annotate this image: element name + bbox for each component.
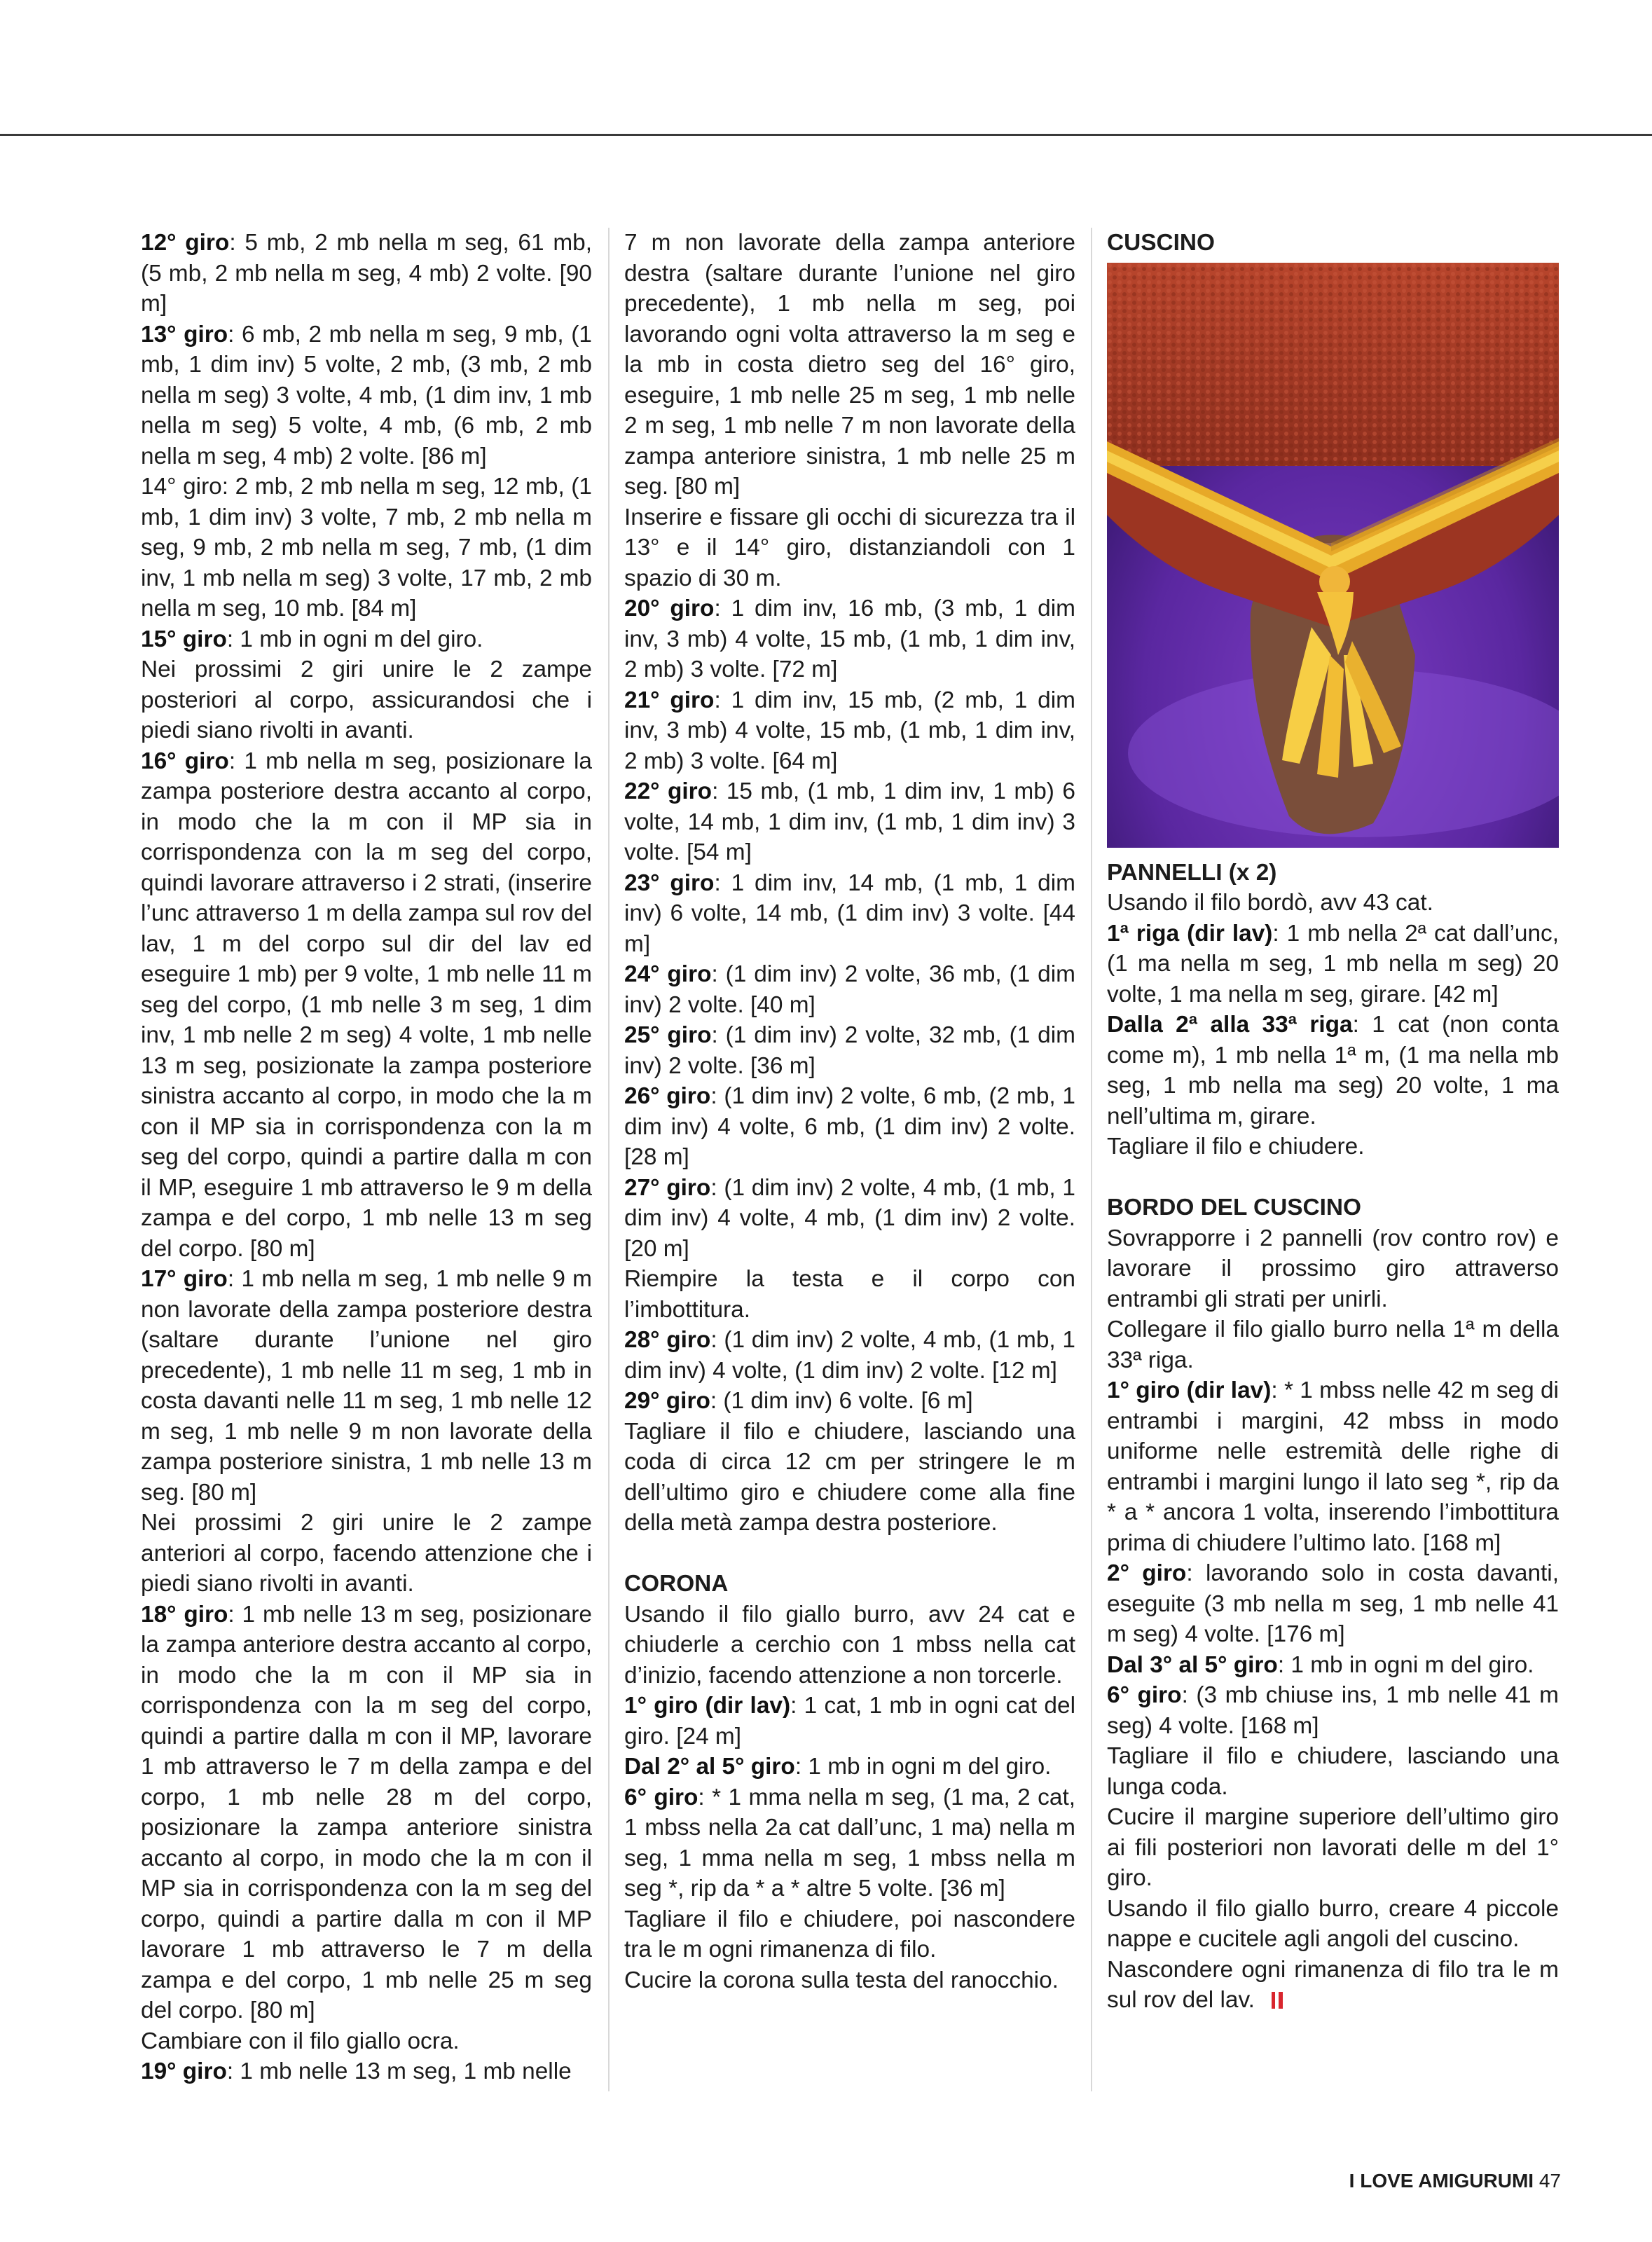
round-label: 1° giro (dir lav) bbox=[624, 1693, 791, 1719]
instruction-paragraph: 12° giro: 5 mb, 2 mb nella m seg, 61 mb, (5 mb, 2 mb nella m seg, 4 mb) 2 volte. [90 m] bbox=[141, 230, 592, 317]
section-title-pannelli: PANNELLI (x 2) bbox=[1107, 859, 1277, 886]
instruction-paragraph: Tagliare il filo e chiudere, lasciando una lunga coda. bbox=[1107, 1743, 1559, 1800]
corona-paragraphs bbox=[624, 1600, 1075, 1996]
instruction-paragraph: Tagliare il filo e chiudere, lasciando una coda di circa 12 cm per stringere le m dell’ultimo giro e chiudere come alla fine della metà zampa destra posteriore. bbox=[624, 1418, 1075, 1536]
instruction-paragraph: 7 m non lavorate della zampa anteriore destra (saltare durante l’unione nel giro precedente), 1 mb nella m seg, poi lavorando ogni volta attraverso la m seg e la mb in costa dietro seg del 16° giro, eseguire, 1 mb nelle 25 m seg, 1 mb nelle 2 m seg, 1 mb nelle 7 m non lavorate della zampa anteriore sinistra, 1 mb nelle 25 m seg. [80 m] bbox=[624, 230, 1075, 500]
instruction-paragraph: Tagliare il filo e chiudere, poi nascondere tra le m ogni rimanenza di filo. bbox=[624, 1906, 1075, 1962]
instruction-paragraph: 21° giro: 1 dim inv, 15 mb, (2 mb, 1 dim inv, 3 mb) 4 volte, 15 mb, (1 mb, 1 dim inv, 2 mb) 3 volte. [64 m] bbox=[624, 687, 1075, 774]
instruction-paragraph: 14° giro: 2 mb, 2 mb nella m seg, 12 mb, (1 mb, 1 dim inv) 3 volte, 7 mb, 2 mb nella m seg, 9 mb, 2 mb nella m seg, 7 mb, (1 dim inv, 1 mb nella m seg) 3 volte, 17 mb, 2 mb nella m seg, 10 mb. [84 m] bbox=[141, 474, 592, 621]
instruction-paragraph: Inserire e fissare gli occhi di sicurezza tra il 13° e il 14° giro, distanziandoli con 1 spazio di 30 m. bbox=[624, 504, 1075, 591]
instruction-paragraph: Usando il filo giallo burro, avv 24 cat e chiuderle a cerchio con 1 mbss nella cat d’inizio, facendo attenzione a non torcerle. bbox=[624, 1601, 1075, 1689]
round-label: Dal 2° al 5° giro bbox=[624, 1754, 795, 1780]
instruction-paragraph: 22° giro: 15 mb, (1 mb, 1 dim inv, 1 mb) 6 volte, 14 mb, 1 dim inv, (1 mb, 1 dim inv) 3 volte. [54 m] bbox=[624, 778, 1075, 865]
instruction-paragraph: 13° giro: 6 mb, 2 mb nella m seg, 9 mb, (1 mb, 1 dim inv) 5 volte, 2 mb, (3 mb, 2 mb nella m seg) 3 volte, 4 mb, (1 dim inv, 1 mb nella m seg) 5 volte, 4 mb, (6 mb, 2 mb nella m seg, 4 mb) 2 volte. [86 m] bbox=[141, 321, 592, 469]
instruction-paragraph: 18° giro: 1 mb nelle 13 m seg, posizionare la zampa anteriore destra accanto al corpo, in modo che la m con il MP sia in corrispondenza con la m seg del corpo, quindi a partire dalla m con il MP, lavorare 1 mb attraverso le 7 m della zampa e del corpo, 1 mb nelle 28 m del corpo, posizionare la zampa anteriore sinistra accanto al corpo, in modo che la m con il MP sia in corrispondenza con la m seg del corpo, quindi a partire dalla m con il MP lavorare 1 mb attraverso le 7 m della zampa e del corpo, 1 mb nelle 25 m seg del corpo. [80 m] bbox=[141, 1601, 592, 2023]
section-title-cuscino: CUSCINO bbox=[1107, 230, 1215, 256]
pannelli-paragraphs bbox=[1107, 888, 1559, 1162]
instruction-paragraph: Riempire la testa e il corpo con l’imbottitura. bbox=[624, 1266, 1075, 1323]
instruction-paragraph: Collegare il filo giallo burro nella 1ª m della 33ª riga. bbox=[1107, 1316, 1559, 1373]
instruction-paragraph: Nei prossimi 2 giri unire le 2 zampe posteriori al corpo, assicurandosi che i piedi siano rivolti in avanti. bbox=[141, 656, 592, 743]
instruction-paragraph: 1° giro (dir lav): * 1 mbss nelle 42 m seg di entrambi i margini, 42 mbss in modo uniforme nelle estremità delle righe di entrambi i margini lungo il lato seg *, rip da * a * ancora 1 volta, inserendo l’imbottitura prima di chiudere l’ultimo lato. [168 m] bbox=[1107, 1377, 1559, 1556]
column-2 bbox=[624, 228, 1075, 1995]
round-label: 23° giro bbox=[624, 869, 715, 896]
column-divider bbox=[1091, 228, 1092, 2091]
round-label: 18° giro bbox=[141, 1601, 228, 1628]
instruction-paragraph: 24° giro: (1 dim inv) 2 volte, 36 mb, (1 dim inv) 2 volte. [40 m] bbox=[624, 961, 1075, 1018]
instruction-paragraph: 15° giro: 1 mb in ogni m del giro. bbox=[141, 626, 483, 652]
instruction-paragraph: 1ª riga (dir lav): 1 mb nella 2ª cat dall’unc, (1 ma nella m seg, 1 mb nella m seg) 20 volte, 1 ma nella m seg, girare. [42 m] bbox=[1107, 920, 1559, 1007]
page-number: 47 bbox=[1539, 2170, 1561, 2192]
instruction-paragraph: Dal 2° al 5° giro: 1 mb in ogni m del giro. bbox=[624, 1754, 1052, 1780]
instruction-paragraph: Tagliare il filo e chiudere. bbox=[1107, 1134, 1365, 1160]
instruction-paragraph: 25° giro: (1 dim inv) 2 volte, 32 mb, (1 dim inv) 2 volte. [36 m] bbox=[624, 1022, 1075, 1079]
pillow-photo bbox=[1107, 263, 1559, 848]
instruction-paragraph: Usando il filo bordò, avv 43 cat. bbox=[1107, 890, 1433, 916]
instruction-paragraph: Cambiare con il filo giallo ocra. bbox=[141, 2028, 460, 2054]
magazine-name: I LOVE AMIGURUMI bbox=[1349, 2170, 1534, 2192]
round-label: 29° giro bbox=[624, 1388, 710, 1414]
section-title-bordo: BORDO DEL CUSCINO bbox=[1107, 1195, 1361, 1220]
round-label: 16° giro bbox=[141, 748, 229, 774]
round-label: 22° giro bbox=[624, 778, 713, 804]
instruction-paragraph: Cucire la corona sulla testa del ranocchio. bbox=[624, 1967, 1059, 1993]
section-title-corona: CORONA bbox=[624, 1571, 729, 1597]
round-label: 12° giro bbox=[141, 230, 230, 256]
column-1 bbox=[141, 228, 592, 2087]
round-label: 1ª riga (dir lav) bbox=[1107, 920, 1273, 947]
instruction-paragraph: Sovrapporre i 2 pannelli (rov contro rov) e lavorare il prossimo giro attraverso entrambi gli strati per unirli. bbox=[1107, 1225, 1559, 1312]
instruction-paragraph: 23° giro: 1 dim inv, 14 mb, (1 mb, 1 dim inv) 6 volte, 14 mb, (1 dim inv) 3 volte. [44 m] bbox=[624, 869, 1075, 957]
top-rule bbox=[0, 134, 1652, 136]
round-label: 6° giro bbox=[624, 1784, 698, 1810]
instruction-paragraph: 29° giro: (1 dim inv) 6 volte. [6 m] bbox=[624, 1388, 973, 1414]
instruction-paragraph: Dal 3° al 5° giro: 1 mb in ogni m del giro. bbox=[1107, 1651, 1534, 1678]
page-footer bbox=[1349, 2170, 1561, 2192]
round-label: 21° giro bbox=[624, 687, 715, 713]
round-label: 20° giro bbox=[624, 596, 715, 621]
round-label: 13° giro bbox=[141, 321, 228, 348]
round-label: 28° giro bbox=[624, 1327, 711, 1353]
instruction-paragraph: Nascondere ogni rimanenza di filo tra le m sul rov del lav. bbox=[1107, 1956, 1559, 2013]
col2-paragraphs bbox=[624, 228, 1075, 1539]
instruction-paragraph: Cucire il margine superiore dell’ultimo giro ai fili posteriori non lavorati delle m del 1° giro. bbox=[1107, 1804, 1559, 1891]
round-label: 24° giro bbox=[624, 961, 712, 987]
round-label: 27° giro bbox=[624, 1174, 711, 1201]
round-label: 25° giro bbox=[624, 1022, 712, 1048]
round-label: 17° giro bbox=[141, 1266, 228, 1292]
instruction-paragraph: 1° giro (dir lav): 1 cat, 1 mb in ogni cat del giro. [24 m] bbox=[624, 1693, 1075, 1749]
instruction-paragraph: 20° giro: 1 dim inv, 16 mb, (3 mb, 1 dim inv, 3 mb) 4 volte, 15 mb, (1 mb, 1 dim inv, 2 mb) 3 volte. [72 m] bbox=[624, 596, 1075, 682]
instruction-paragraph: 17° giro: 1 mb nella m seg, 1 mb nelle 9 m non lavorate della zampa posteriore destra (saltare durante l’unione nel giro precedente), 1 mb nelle 11 m seg, 1 mb in costa davanti nelle 11 m seg, 1 mb nelle 12 m seg, 1 mb nelle 9 m non lavorate della zampa posteriore sinistra, 1 mb nelle 13 m seg. [80 m] bbox=[141, 1266, 592, 1506]
instruction-paragraph: Nei prossimi 2 giri unire le 2 zampe anteriori al corpo, facendo attenzione che i piedi siano rivolti in avanti. bbox=[141, 1510, 592, 1597]
instruction-paragraph: 19° giro: 1 mb nelle 13 m seg, 1 mb nelle bbox=[141, 2058, 572, 2084]
instruction-paragraph: 28° giro: (1 dim inv) 2 volte, 4 mb, (1 mb, 1 dim inv) 4 volte, (1 dim inv) 2 volte. [12 m] bbox=[624, 1327, 1075, 1384]
instruction-paragraph: 2° giro: lavorando solo in costa davanti, eseguite (3 mb nella m seg, 1 mb nelle 41 m seg) 4 volte. [176 m] bbox=[1107, 1560, 1559, 1647]
instruction-paragraph: 27° giro: (1 dim inv) 2 volte, 4 mb, (1 mb, 1 dim inv) 4 volte, 4 mb, (1 dim inv) 2 volte. [20 m] bbox=[624, 1174, 1075, 1262]
instruction-paragraph: 6° giro: * 1 mma nella m seg, (1 ma, 2 cat, 1 mbss nella 2a cat dall’unc, 1 ma) nella m seg, 1 mma nella m seg, 1 mbss nella m seg *, rip da * a * altre 5 volte. [36 m] bbox=[624, 1784, 1075, 1901]
bordo-paragraphs bbox=[1107, 1223, 1559, 2016]
round-label: 6° giro bbox=[1107, 1682, 1182, 1708]
round-label: 26° giro bbox=[624, 1083, 711, 1109]
round-label: 2° giro bbox=[1107, 1560, 1187, 1586]
instruction-paragraph: 16° giro: 1 mb nella m seg, posizionare la zampa posteriore destra accanto al corpo, in modo che la m con il MP sia in corrispondenza con la m seg del corpo, quindi lavorare attraverso i 2 strati, (inserire l’unc attraverso 1 m della zampa sul rov del lav, 1 m del corpo sul dir del lav ed eseguire 1 mb) per 9 volte, 1 mb nelle 11 m seg del corpo, (1 mb nelle 3 m seg, 1 dim inv, 1 mb nelle 2 m seg) 4 volte, 1 mb nelle 13 m seg, posizionate la zampa posteriore sinistra accanto al corpo, in modo che la m con il MP sia in corrispondenza con la m seg del corpo, quindi a partire dalla m con il MP, eseguire 1 mb attraverso le 9 m della zampa e del corpo, 1 mb nelle 13 m seg del corpo. [80 m] bbox=[141, 748, 592, 1262]
instruction-paragraph: Dalla 2ª alla 33ª riga: 1 cat (non conta come m), 1 mb nella 1ª m, (1 ma nella mb seg, 1 mb nella ma seg) 20 volte, 1 ma nell’ultima m, girare. bbox=[1107, 1012, 1560, 1129]
round-label: 15° giro bbox=[141, 626, 227, 652]
instruction-paragraph: Usando il filo giallo burro, creare 4 piccole nappe e cucitele agli angoli del cuscino. bbox=[1107, 1895, 1559, 1952]
instruction-paragraph: 6° giro: (3 mb chiuse ins, 1 mb nelle 41 m seg) 4 volte. [168 m] bbox=[1107, 1682, 1559, 1739]
column-divider bbox=[608, 228, 610, 2091]
round-label: Dalla 2ª alla 33ª riga bbox=[1107, 1012, 1353, 1038]
round-label: Dal 3° al 5° giro bbox=[1107, 1651, 1278, 1678]
end-mark-icon bbox=[1272, 1992, 1283, 2009]
round-label: 19° giro bbox=[141, 2058, 227, 2084]
instruction-paragraph: 26° giro: (1 dim inv) 2 volte, 6 mb, (2 mb, 1 dim inv) 4 volte, 6 mb, (1 dim inv) 2 volte. [28 m] bbox=[624, 1083, 1075, 1170]
round-label: 1° giro (dir lav) bbox=[1107, 1377, 1272, 1403]
column-3 bbox=[1107, 228, 1559, 2016]
col1-paragraphs bbox=[141, 228, 592, 2087]
